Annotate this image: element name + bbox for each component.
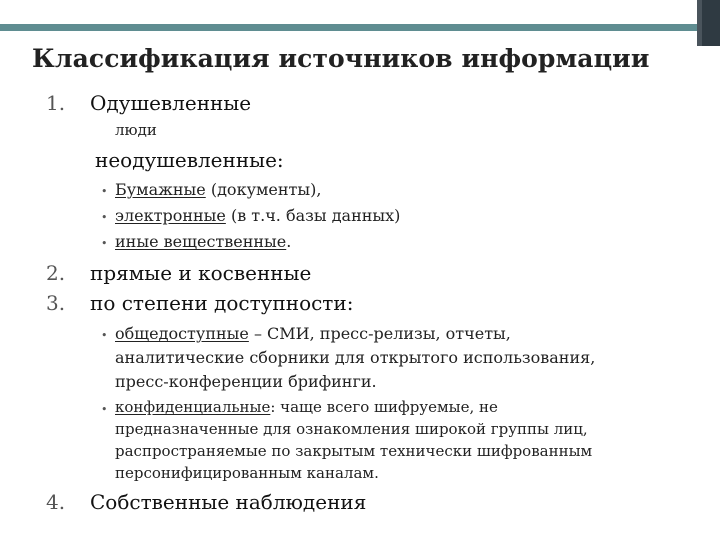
public-sources-link[interactable]: общедоступные (115, 324, 249, 343)
confidential-line-1: конфиденциальные: чаще всего шифруемые, не (115, 398, 498, 416)
people-label: люди (115, 121, 157, 139)
item-number-1: 1. (46, 91, 66, 115)
bullet-2: • (101, 211, 108, 224)
confidential-link[interactable]: конфиденциальные (115, 398, 271, 416)
bullet-3: • (101, 237, 108, 250)
item-text-1: Одушевленные (90, 91, 252, 115)
list-item-paper: Бумажные (документы), (115, 180, 322, 199)
electronic-link[interactable]: электронные (115, 206, 226, 225)
header-corner-block (702, 0, 720, 46)
confidential-line-4: персонифицированным каналам. (115, 464, 379, 482)
inanimate-heading: неодушевленные: (95, 148, 284, 172)
public-sources-line-1: общедоступные – СМИ, пресс-релизы, отчеты, (115, 324, 511, 343)
bullet-5: • (101, 403, 108, 416)
item-number-2: 2. (46, 261, 66, 285)
paper-link[interactable]: Бумажные (115, 180, 206, 199)
public-sources-line-2: аналитические сборники для открытого использования, (115, 348, 596, 367)
item-text-2: прямые и косвенные (90, 261, 312, 285)
item-number-4: 4. (46, 490, 66, 514)
item-text-4: Собственные наблюдения (90, 490, 367, 514)
header-accent-bar (0, 24, 697, 31)
bullet-1: • (101, 185, 108, 198)
confidential-line-2: предназначенные для ознакомления широкой группы лиц, (115, 420, 588, 438)
list-item-electronic: электронные (в т.ч. базы данных) (115, 206, 401, 225)
list-item-other: иные вещественные. (115, 232, 292, 251)
other-material-link[interactable]: иные вещественные (115, 232, 287, 251)
public-sources-line-3: пресс-конференции брифинги. (115, 372, 377, 391)
bullet-4: • (101, 329, 108, 342)
item-text-3: по степени доступности: (90, 291, 354, 315)
item-number-3: 3. (46, 291, 66, 315)
confidential-line-3: распространяемые по закрытым технически шифрованным (115, 442, 593, 460)
slide-title: Классификация источников информации (32, 44, 650, 73)
